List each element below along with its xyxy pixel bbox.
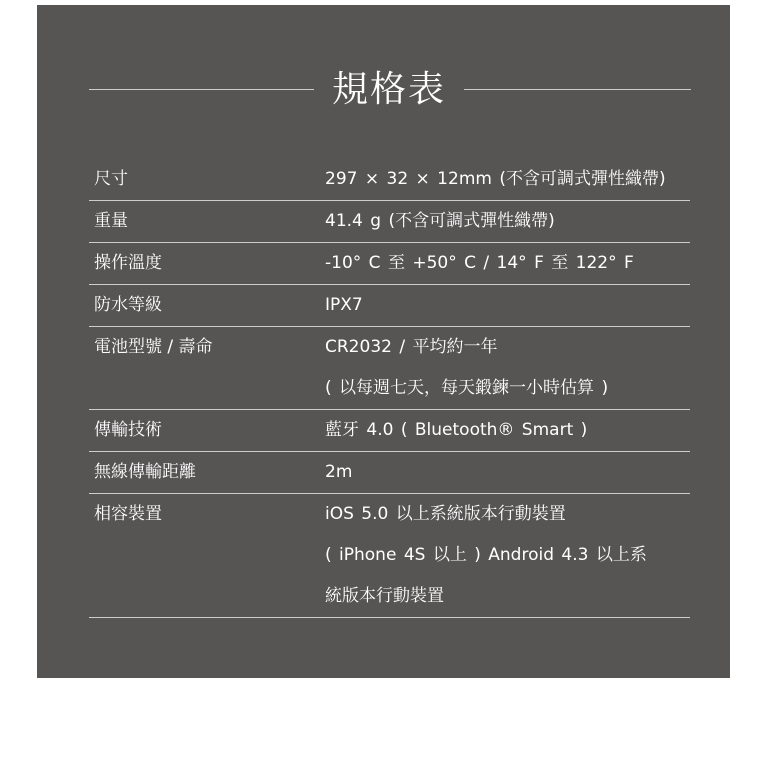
spec-label: 電池型號 / 壽命 — [94, 337, 213, 357]
title-row — [89, 65, 691, 115]
spec-value — [325, 201, 690, 242]
spec-label: 相容裝置 — [94, 504, 162, 524]
spec-value — [325, 410, 690, 451]
title-divider-right — [464, 89, 691, 90]
spec-label: 傳輸技術 — [94, 420, 162, 440]
spec-value-line: 41.4 g (不含可調式彈性織帶) — [325, 211, 555, 231]
spec-label: 防水等級 — [94, 295, 162, 315]
spec-value — [325, 159, 690, 200]
spec-row-weight — [89, 201, 690, 243]
spec-label: 重量 — [94, 211, 128, 231]
spec-label: 尺寸 — [94, 169, 128, 189]
spec-value-line: -10° C 至 +50° C / 14° F 至 122° F — [325, 253, 634, 273]
spec-value-line: ( 以每週七天，每天鍛鍊一小時估算 ) — [325, 378, 609, 398]
spec-value-line: iOS 5.0 以上系統版本行動裝置 — [325, 504, 566, 524]
spec-value-line: 藍牙 4.0 ( Bluetooth® Smart ) — [325, 420, 588, 440]
spec-row-temperature — [89, 243, 690, 285]
spec-row-range — [89, 452, 690, 494]
spec-value-line: 297 × 32 × 12mm (不含可調式彈性織帶) — [325, 169, 666, 189]
spec-value — [325, 452, 690, 493]
spec-label: 無線傳輸距離 — [94, 462, 196, 482]
page-title: 規格表 — [331, 69, 446, 110]
spec-row-compatibility — [89, 494, 690, 618]
spec-label: 操作溫度 — [94, 253, 162, 273]
spec-table — [89, 159, 690, 618]
spec-value — [325, 327, 690, 409]
title-divider-left — [89, 89, 314, 90]
spec-value-line: IPX7 — [325, 295, 363, 315]
spec-row-battery — [89, 327, 690, 410]
spec-panel — [37, 5, 730, 678]
spec-value-line: ( iPhone 4S 以上 ) Android 4.3 以上系 — [325, 545, 647, 565]
spec-value — [325, 243, 690, 284]
spec-row-waterproof — [89, 285, 690, 327]
spec-value — [325, 494, 690, 617]
spec-value-line: CR2032 / 平均約一年 — [325, 337, 498, 357]
spec-value-line: 2m — [325, 462, 353, 482]
spec-row-size — [89, 159, 690, 201]
spec-value — [325, 285, 690, 326]
spec-value-line: 統版本行動裝置 — [325, 586, 444, 606]
spec-row-transmission — [89, 410, 690, 452]
